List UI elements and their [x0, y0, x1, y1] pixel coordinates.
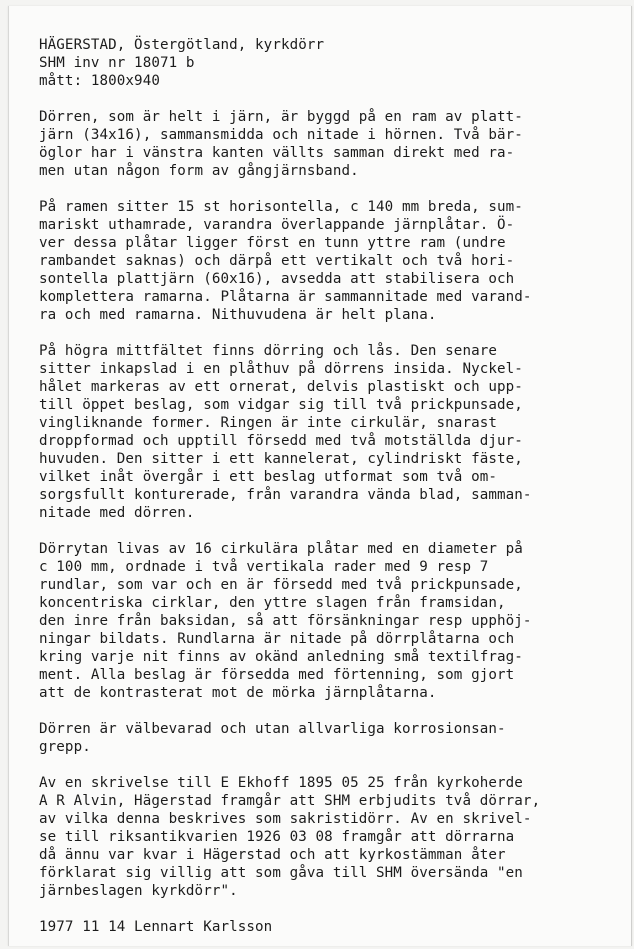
text-line: mariskt uthamrade, varandra överlappande järnplåtar. Ö-	[39, 217, 515, 233]
text-line: Av en skrivelse till E Ekhoff 1895 05 25 från kyrkoherde	[39, 775, 523, 791]
text-line: se till riksantikvarien 1926 03 08 framgår att dörrarna	[39, 829, 515, 845]
text-line: ver dessa plåtar ligger först en tunn yttre ram (undre	[39, 235, 506, 251]
text-line: Dörren är välbevarad och utan allvarliga korrosionsan-	[39, 721, 506, 737]
text-line: komplettera ramarna. Plåtarna är sammannitade med varand-	[39, 289, 532, 305]
paragraph-construction	[39, 108, 631, 180]
text-line: hålet markeras av ett ornerat, delvis plastiskt och upp-	[39, 379, 523, 395]
text-line: då ännu var kvar i Hägerstad och att kyrkostämman åter	[39, 847, 506, 863]
text-line: A R Alvin, Hägerstad framgår att SHM erbjudits två dörrar,	[39, 793, 541, 809]
signature-text: 1977 11 14 Lennart Karlsson	[39, 919, 273, 935]
document-card	[8, 6, 632, 946]
text-line: ra och med ramarna. Nithuvudena är helt plana.	[39, 307, 437, 323]
text-line: sontella plattjärn (60x16), avsedda att stabilisera och	[39, 271, 515, 287]
text-line: till öppet beslag, som vidgar sig till två prickpunsade,	[39, 397, 523, 413]
paragraph-provenance	[39, 774, 631, 900]
document-header	[39, 36, 631, 90]
text-line: droppformad och upptill försedd med två motställda djur-	[39, 433, 523, 449]
paragraph-roundels	[39, 540, 631, 702]
text-line: kring varje nit finns av okänd anledning små textilfrag-	[39, 649, 523, 665]
text-line: Dörrytan livas av 16 cirkulära plåtar med en diameter på	[39, 541, 523, 557]
text-line: grepp.	[39, 739, 91, 755]
text-line: vingliknande former. Ringen är inte cirkulär, snarast	[39, 415, 498, 431]
text-line: c 100 mm, ordnade i två vertikala rader med 9 resp 7	[39, 559, 489, 575]
text-line: förklarat sig villig att som gåva till SHM översända "en	[39, 865, 523, 881]
text-line: öglor har i vänstra kanten vällts samman direkt med ra-	[39, 145, 515, 161]
text-line: ningar bildats. Rundlarna är nitade på dörrplåtarna och	[39, 631, 515, 647]
text-line: sitter inkapslad i en plåthuv på dörrens insida. Nyckel-	[39, 361, 523, 377]
dimensions: mått: 1800x940	[39, 73, 160, 89]
text-line: nitade med dörren.	[39, 505, 195, 521]
paragraph-ring-lock	[39, 342, 631, 522]
text-line: koncentriska cirklar, den yttre slagen från framsidan,	[39, 595, 506, 611]
inventory-number: SHM inv nr 18071 b	[39, 55, 195, 71]
text-line: av vilka denna beskrives som sakristidörr. Av en skrivel-	[39, 811, 532, 827]
text-line: vilket inåt övergår i ett beslag utformat som två om-	[39, 469, 498, 485]
text-line: På högra mittfältet finns dörring och lås. Den senare	[39, 343, 498, 359]
text-line: Dörren, som är helt i järn, är byggd på en ram av platt-	[39, 109, 523, 125]
header-title: HÄGERSTAD, Östergötland, kyrkdörr	[39, 37, 325, 53]
paragraph-condition	[39, 720, 631, 756]
text-line: På ramen sitter 15 st horisontella, c 140 mm breda, sum-	[39, 199, 523, 215]
text-line: att de kontrasterat mot de mörka järnplåtarna.	[39, 685, 437, 701]
text-line: rundlar, som var och en är försedd med två prickpunsade,	[39, 577, 523, 593]
text-line: den inre från baksidan, så att försänkningar resp upphöj-	[39, 613, 532, 629]
text-line: huvuden. Den sitter i ett kannelerat, cylindriskt fäste,	[39, 451, 523, 467]
text-line: järn (34x16), sammansmidda och nitade i hörnen. Två bär-	[39, 127, 523, 143]
text-line: rambandet saknas) och därpå ett vertikalt och två hori-	[39, 253, 515, 269]
text-line: sorgsfullt konturerade, från varandra vända blad, samman-	[39, 487, 532, 503]
signature-line	[39, 918, 631, 936]
document-text	[39, 36, 631, 936]
text-line: men utan någon form av gångjärnsband.	[39, 163, 359, 179]
paragraph-plates	[39, 198, 631, 324]
text-line: ment. Alla beslag är försedda med förtenning, som gjort	[39, 667, 515, 683]
text-line: järnbeslagen kyrkdörr".	[39, 883, 238, 899]
